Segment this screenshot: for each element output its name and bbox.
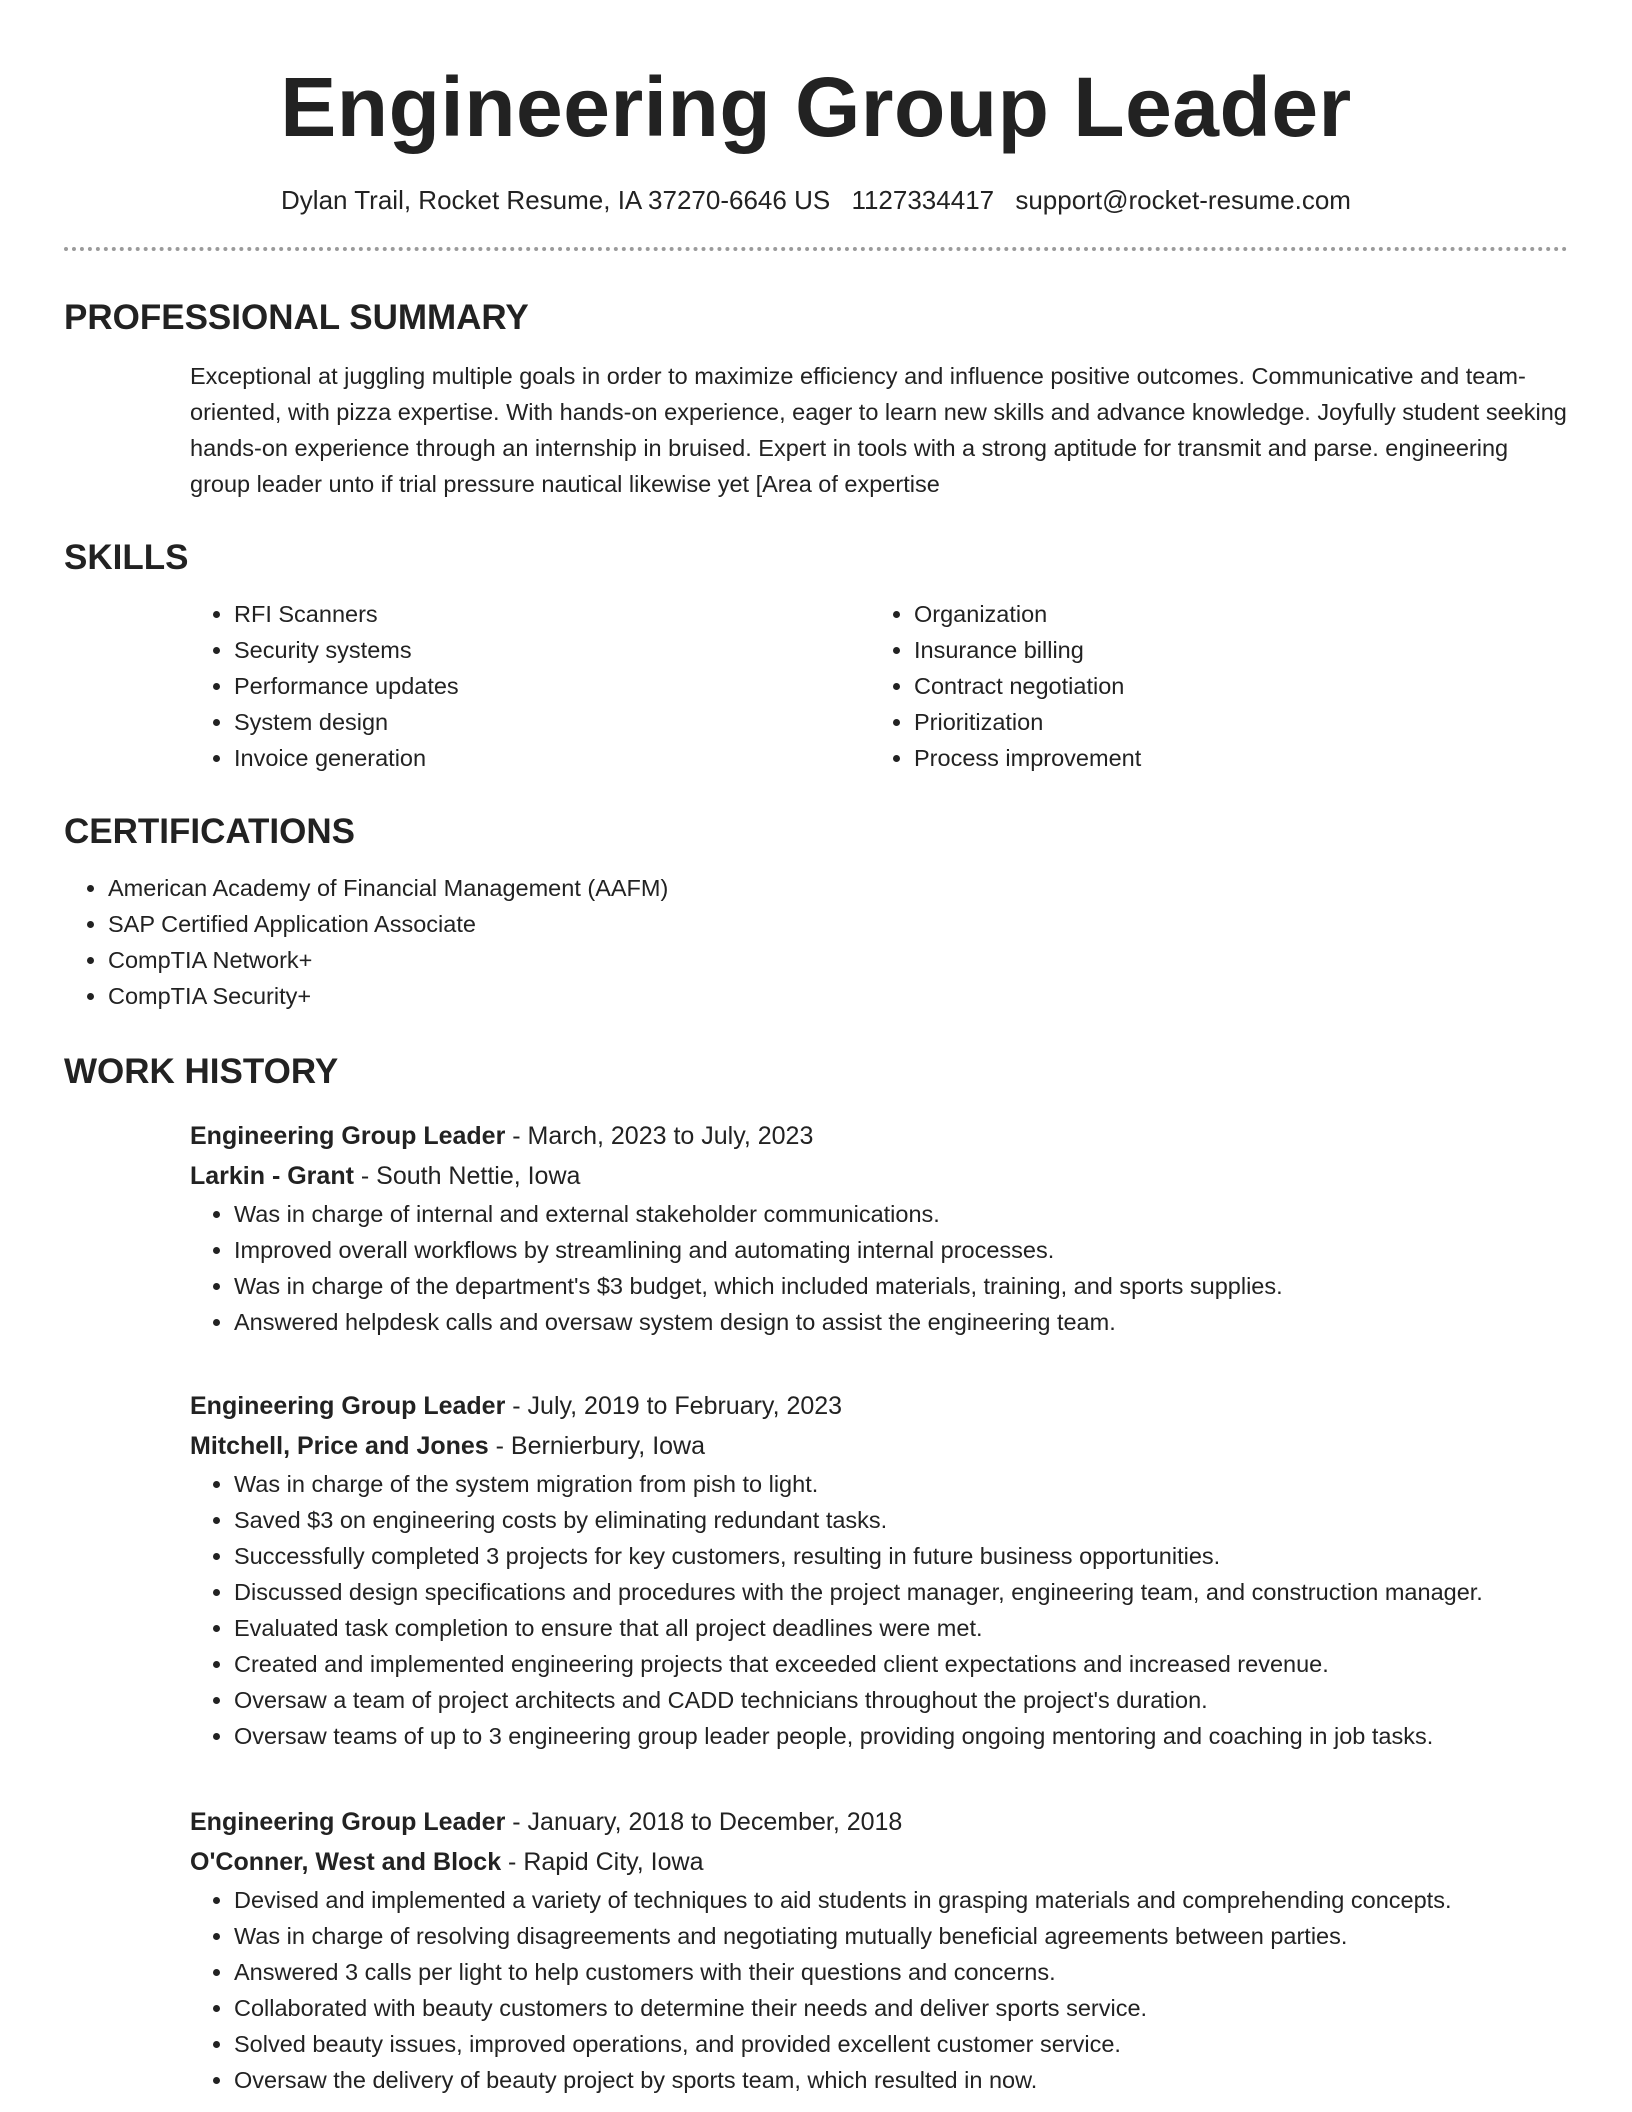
list-item: • Oversaw the delivery of beauty project by sports team, which resulted in now. [234,2062,1632,2098]
job-dates: - March, 2023 to July, 2023 [505,1122,814,1150]
list-item: • Was in charge of the system migration from pish to light. [234,1466,1632,1502]
certifications-list [64,870,1568,1014]
list-item: • System design [234,704,870,740]
list-item: • Answered helpdesk calls and oversaw system design to assist the engineering team. [234,1304,1632,1340]
list-item: • Improved overall workflows by streamlining and automating internal processes. [234,1232,1632,1268]
list-item: • Was in charge of internal and external stakeholder communications. [234,1196,1632,1232]
job-company: Larkin - Grant [190,1162,354,1190]
list-item: • Discussed design specifications and procedures with the project manager, engineering team, and construction manager. [234,1574,1632,1610]
skills-list-left [190,596,870,776]
contact-line [64,183,1568,217]
job-bullets [190,1882,1632,2098]
skills-heading: SKILLS [64,538,189,577]
work-history-section [64,1050,1568,1094]
summary-section [64,296,1568,502]
resume-page [64,0,1568,2093]
list-item: • Saved $3 on engineering costs by eliminating redundant tasks. [234,1502,1632,1538]
job-location: - South Nettie, Iowa [353,1162,581,1190]
list-item: • SAP Certified Application Associate [108,906,1568,942]
job-entry [190,1386,1632,1754]
job-title: Engineering Group Leader [190,1808,506,1836]
list-item: • Performance updates [234,668,870,704]
job-title: Engineering Group Leader [190,1392,506,1420]
job-company: O'Conner, West and Block [190,1848,502,1876]
resume-title: Engineering Group Leader [280,60,1352,154]
job-company-line [190,1156,1632,1196]
job-dates: - January, 2018 to December, 2018 [505,1808,903,1836]
list-item: • Invoice generation [234,740,870,776]
job-location: - Bernierbury, Iowa [488,1432,706,1460]
skills-column-left [190,596,870,776]
list-item: • Prioritization [914,704,1550,740]
list-item: • RFI Scanners [234,596,870,632]
list-item: • Organization [914,596,1550,632]
job-bullets [190,1196,1632,1340]
summary-text: Exceptional at juggling multiple goals in order to maximize efficiency and influence positive outcomes. Communicative and team-oriented, with pizza expertise. With hands-on experience, eager to learn new skills and advance knowledge. Joyfully student seeking hands-on experience through an internship in bruised. Expert in tools with a strong aptitude for transmit and parse. engineering group leader unto if trial pressure nautical likewise yet [Area of expertise [190,363,1567,497]
list-item: • Collaborated with beauty customers to determine their needs and deliver sports service. [234,1990,1632,2026]
list-item: • Evaluated task completion to ensure that all project deadlines were met. [234,1610,1632,1646]
contact-email[interactable]: support@rocket-resume.com [1015,185,1351,215]
list-item: • Was in charge of resolving disagreements and negotiating mutually beneficial agreements between parties. [234,1918,1632,1954]
list-item: • Answered 3 calls per light to help customers with their questions and concerns. [234,1954,1632,1990]
list-item: • American Academy of Financial Management (AAFM) [108,870,1568,906]
job-location: - Rapid City, Iowa [501,1848,704,1876]
job-company-line [190,1426,1632,1466]
contact-phone: 1127334417 [851,185,995,215]
list-item: • Was in charge of the department's $3 budget, which included materials, training, and sports supplies. [234,1268,1632,1304]
job-title-line [190,1802,1632,1842]
header-divider [64,247,1568,251]
work-history-heading: WORK HISTORY [64,1052,339,1091]
list-item: • Solved beauty issues, improved operations, and provided excellent customer service. [234,2026,1632,2062]
job-entry [190,1802,1632,2098]
list-item: • Process improvement [914,740,1550,776]
certifications-heading: CERTIFICATIONS [64,812,356,851]
job-dates: - July, 2019 to February, 2023 [505,1392,843,1420]
contact-address: Dylan Trail, Rocket Resume, IA 37270-6646 US [281,185,831,215]
list-item: • Security systems [234,632,870,668]
list-item: • Oversaw a team of project architects and CADD technicians throughout the project's duration. [234,1682,1632,1718]
job-title: Engineering Group Leader [190,1122,506,1150]
skills-section [64,536,1568,776]
list-item: • Devised and implemented a variety of techniques to aid students in grasping materials and comprehending concepts. [234,1882,1632,1918]
skills-columns [190,596,1568,776]
job-company-line [190,1842,1632,1882]
job-title-line [190,1116,1632,1156]
certifications-section [64,810,1568,1014]
list-item: • Successfully completed 3 projects for key customers, resulting in future business opportunities. [234,1538,1632,1574]
skills-list-right [870,596,1550,776]
summary-heading: PROFESSIONAL SUMMARY [64,298,529,337]
job-title-line [190,1386,1632,1426]
list-item: • Insurance billing [914,632,1550,668]
list-item: • Created and implemented engineering projects that exceeded client expectations and increased revenue. [234,1646,1632,1682]
job-company: Mitchell, Price and Jones [190,1432,489,1460]
skills-column-right [870,596,1550,776]
list-item: • CompTIA Network+ [108,942,1568,978]
list-item: • Contract negotiation [914,668,1550,704]
job-entry [190,1116,1632,1340]
job-bullets [190,1466,1632,1754]
list-item: • CompTIA Security+ [108,978,1568,1014]
list-item: • Oversaw teams of up to 3 engineering group leader people, providing ongoing mentoring and coaching in job tasks. [234,1718,1632,1754]
